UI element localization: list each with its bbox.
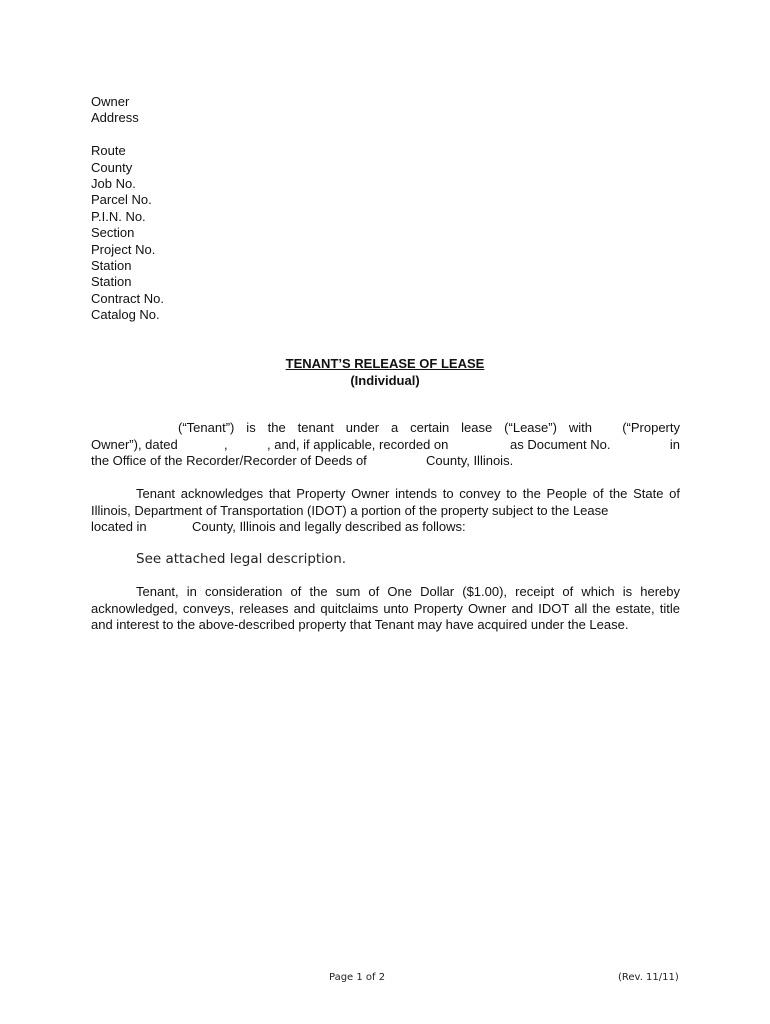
legal-description: See attached legal description. xyxy=(136,551,347,567)
text-segment: (“Property xyxy=(622,420,680,435)
paragraph-tenant-lease xyxy=(91,420,680,470)
paragraph-line xyxy=(91,519,680,536)
field-station: Station xyxy=(91,258,132,274)
text-segment: in xyxy=(669,436,680,452)
paragraph-line xyxy=(91,420,680,437)
text-segment: , xyxy=(224,436,228,452)
header-fields xyxy=(91,94,164,324)
field-owner: Owner xyxy=(91,94,130,109)
text-segment: the Office of the Recorder/Recorder of Deeds of xyxy=(91,453,367,468)
document-subtitle: (Individual) xyxy=(350,373,420,388)
text-segment: as Document No. xyxy=(510,436,611,452)
text-segment: County, Illinois and legally described as follows: xyxy=(192,519,466,534)
paragraph-consideration: Tenant, in consideration of the sum of One Dollar ($1.00), receipt of which is hereby acknowledged, conveys, releases and quitclaims unto Property Owner and IDOT all the estate, title and interest to the above-described property that Tenant may have acquired under the Lease. xyxy=(91,584,680,632)
field-contract-no: Contract No. xyxy=(91,290,164,306)
text-segment: Owner”), dated xyxy=(91,436,178,452)
field-catalog-no: Catalog No. xyxy=(91,307,160,323)
field-parcel-no: Parcel No. xyxy=(91,192,152,208)
document-title: TENANT’S RELEASE OF LEASE xyxy=(285,356,485,371)
revision-label: (Rev. 11/11) xyxy=(618,972,679,983)
field-address: Address xyxy=(91,110,139,126)
field-section: Section xyxy=(91,225,135,241)
paragraph-line xyxy=(91,453,680,470)
paragraph-acknowledgement xyxy=(91,486,680,536)
text-segment: (“Tenant”) is the tenant under a certain lease (“Lease”) with xyxy=(178,420,592,435)
field-county: County xyxy=(91,159,133,175)
field-route: Route xyxy=(91,143,126,159)
field-pin-no: P.I.N. No. xyxy=(91,208,146,224)
field-station: Station xyxy=(91,274,132,290)
field-project-no: Project No. xyxy=(91,241,156,257)
paragraph-body: Tenant acknowledges that Property Owner intends to convey to the People of the State of Illinois, Department of Transportation (IDOT) a portion of the property subject to the Lease xyxy=(91,486,680,518)
page-number: Page 1 of 2 xyxy=(329,972,386,983)
text-segment: , and, if applicable, recorded on xyxy=(267,436,449,452)
text-segment: County, Illinois. xyxy=(426,453,514,468)
paragraph-line xyxy=(91,437,680,454)
field-gap xyxy=(91,127,164,143)
field-job-no: Job No. xyxy=(91,176,136,192)
text-segment: located in xyxy=(91,519,147,534)
